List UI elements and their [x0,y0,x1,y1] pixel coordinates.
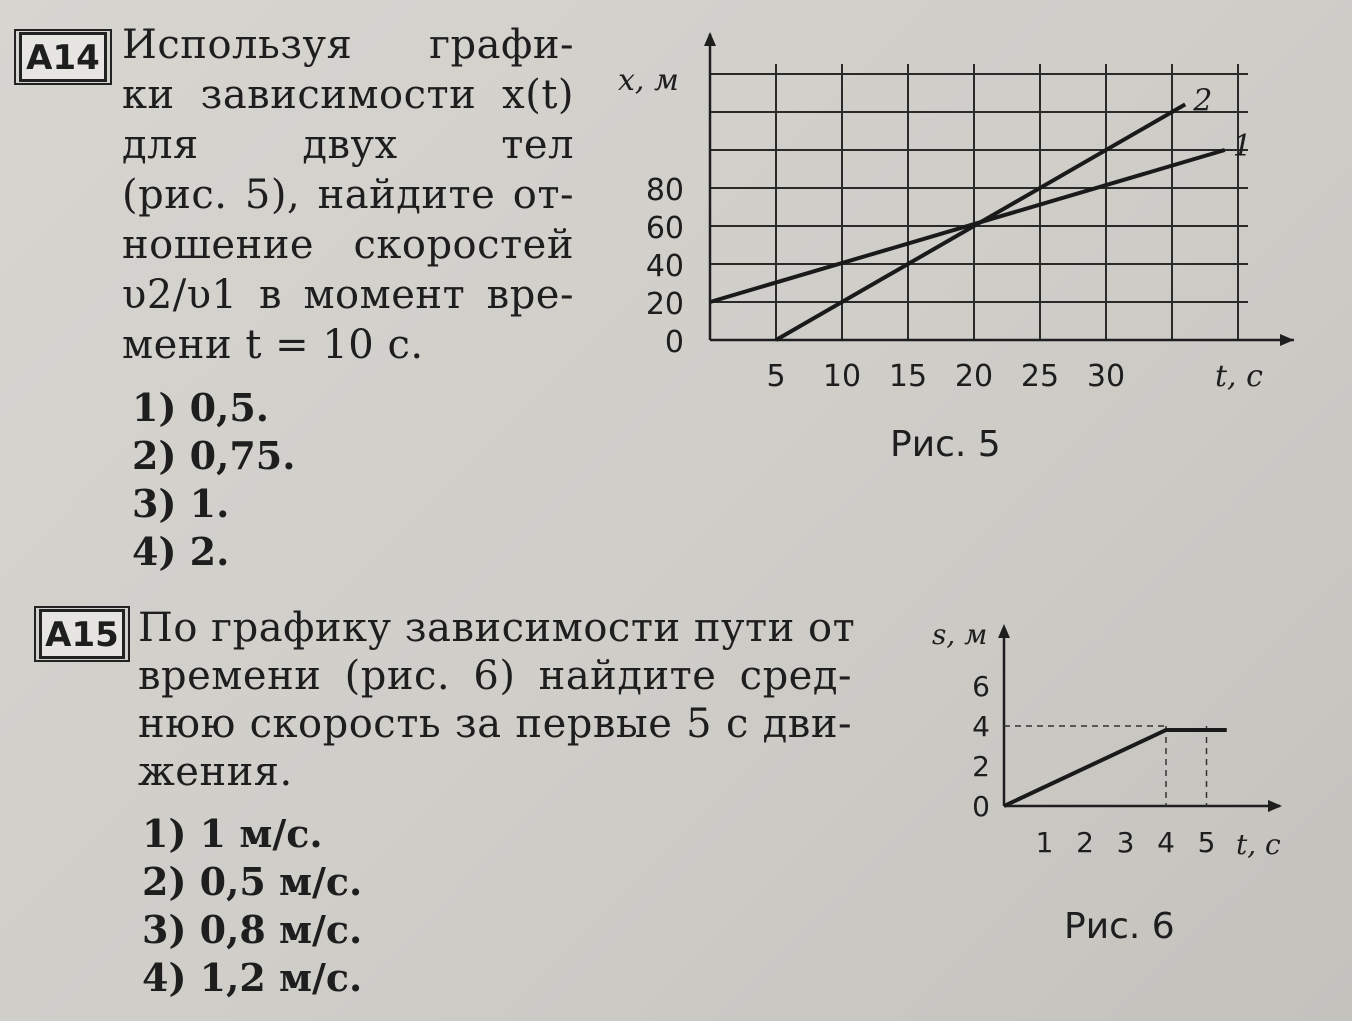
a15-option-4: 4) 1,2 м/с. [142,955,363,1000]
x-tick-label: 10 [822,359,862,394]
x-tick-label: 30 [1086,359,1126,394]
x-tick-label: 20 [954,359,994,394]
a14-option-4: 4) 2. [132,529,230,574]
x-axis-label: t, с [1236,828,1281,861]
series-line-2 [776,104,1185,340]
a14-option-2: 2) 0,75. [132,433,296,478]
x-tick-label: 25 [1020,359,1060,394]
a15-option-1: 1) 1 м/с. [142,811,323,856]
a14-option-3: 3) 1. [132,481,230,526]
a14-line-2: ки зависимости x(t) [122,72,574,118]
x-tick-label: 15 [888,359,928,394]
y-tick-label: 2 [972,750,990,783]
a14-line-7: мени t = 10 с. [122,322,424,368]
y-tick-label: 0 [664,325,684,360]
a15-option-3: 3) 0,8 м/с. [142,907,363,952]
a15-line-1: По графику зависимости пути от [138,605,856,651]
x-tick-label: 4 [1157,826,1175,859]
y-axis-label: s, м [932,618,988,651]
a14-option-1: 1) 0,5. [132,385,269,430]
series-label-1: 1 [1232,129,1252,164]
figure-5-caption: Рис. 5 [890,424,1001,465]
y-axis-label: x, м [618,63,679,98]
y-tick-label: 6 [972,670,990,703]
y-tick-label: 20 [645,287,684,322]
series-label-2: 2 [1193,83,1213,119]
x-tick-label: 5 [766,359,786,394]
x-axis-arrow [1280,334,1294,346]
a14-line-5: ношение скоростей [122,222,574,268]
x-axis-label: t, с [1215,359,1263,394]
figure-6-caption: Рис. 6 [1064,906,1175,947]
y-tick-label: 0 [972,790,990,823]
a15-badge: A15 [39,609,125,659]
y-tick-label: 60 [645,211,684,246]
a15-line-2: времени (рис. 6) найдите сред- [138,653,852,699]
series-line [1004,730,1227,806]
a14-line-3: для двух тел [122,122,574,168]
y-tick-label: 4 [972,710,990,743]
x-axis-arrow [1268,800,1282,812]
a14-badge: A14 [19,32,107,82]
figure-5-chart [600,20,1320,400]
y-axis-arrow [998,624,1010,638]
a15-option-2: 2) 0,5 м/с. [142,859,363,904]
a15-line-4: жения. [138,749,293,795]
x-tick-label: 1 [1035,826,1054,859]
a14-line-1: Используя графи- [122,22,574,68]
a14-line-6: υ2/υ1 в момент вре- [122,272,574,318]
y-tick-label: 80 [645,173,684,208]
x-tick-label: 3 [1116,826,1135,859]
a15-line-3: нюю скорость за первые 5 с дви- [138,701,852,747]
y-tick-label: 40 [645,249,684,284]
x-tick-label: 5 [1197,826,1216,859]
y-axis-arrow [704,32,716,46]
a14-line-4: (рис. 5), найдите от- [122,172,574,218]
x-tick-label: 2 [1076,826,1094,859]
figure-6-chart [932,610,1320,880]
